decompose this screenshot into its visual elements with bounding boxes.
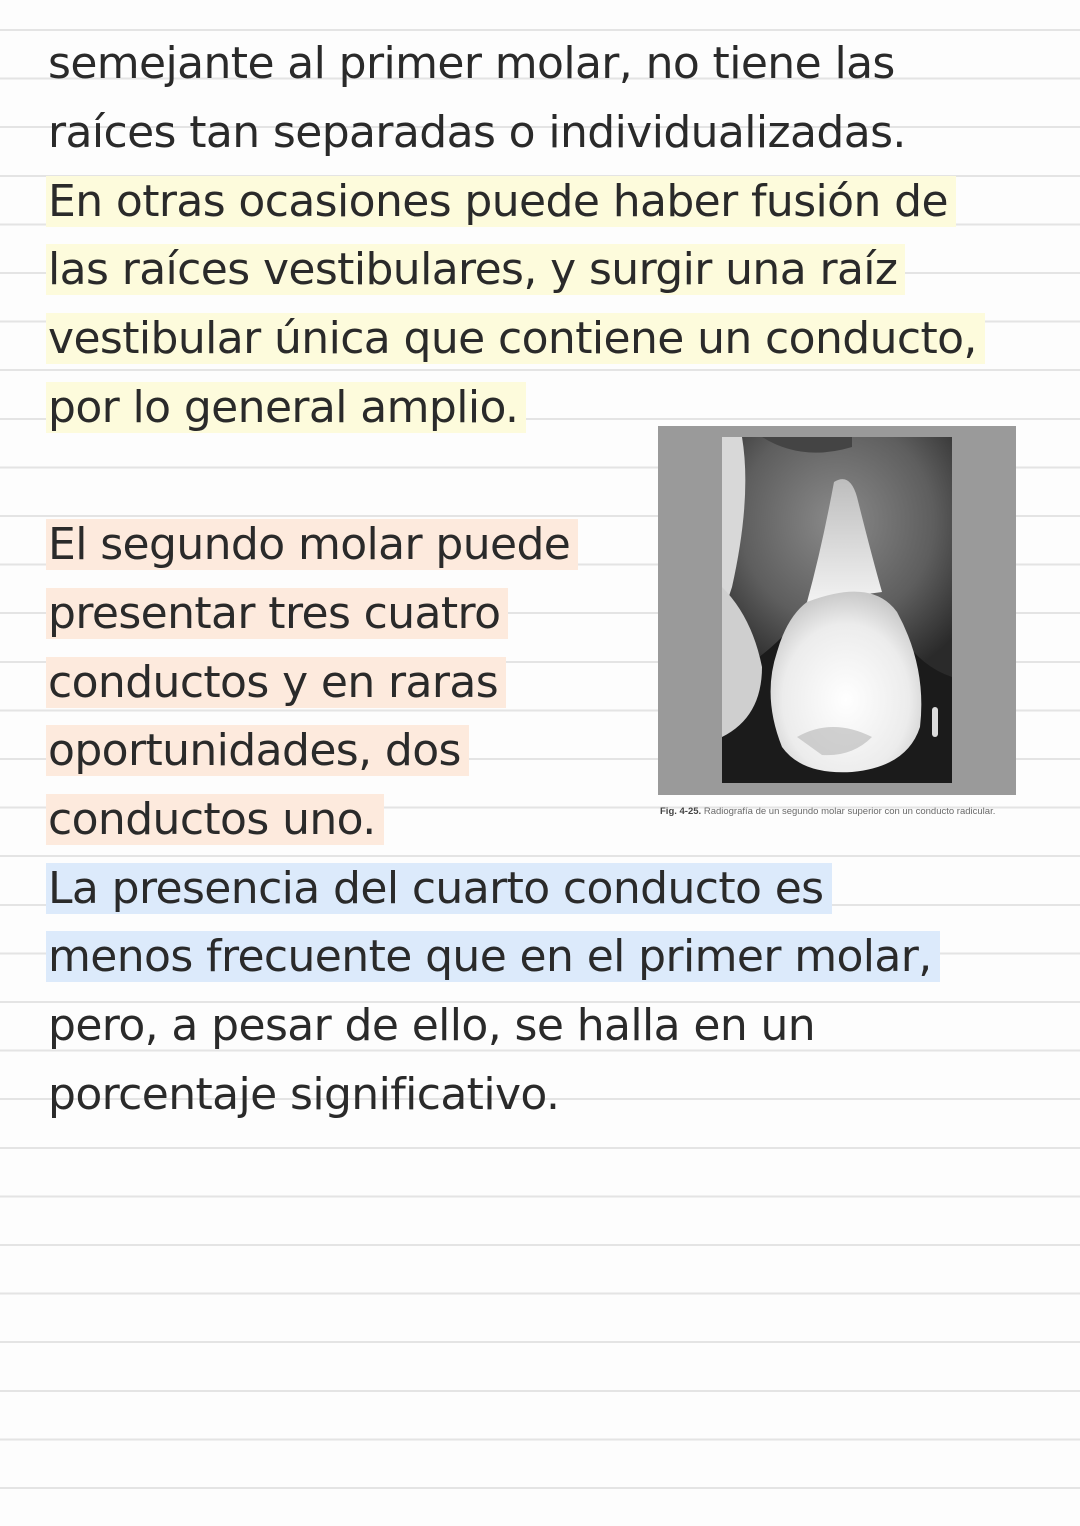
figure-caption-text: Radiografía de un segundo molar superior con un conducto radicular.	[703, 806, 996, 817]
yellow-highlight-text: En otras ocasiones puede haber fusión de	[46, 176, 956, 227]
yellow-highlight-text: las raíces vestibulares, y surgir una raíz	[46, 244, 905, 295]
peach-highlight-text: oportunidades, dos	[46, 725, 469, 776]
highlighted-line	[48, 513, 578, 577]
blue-highlight-text: menos frecuente que en el primer molar,	[46, 931, 940, 982]
highlighted-line	[48, 788, 384, 852]
peach-highlight-text: El segundo molar puede	[46, 519, 578, 570]
line-text: pero, a pesar de ello, se halla en un	[48, 1000, 816, 1051]
yellow-highlight-text: por lo general amplio.	[46, 382, 526, 433]
highlighted-line	[48, 857, 832, 921]
text-line	[48, 994, 815, 1058]
blue-highlight-text: La presencia del cuarto conducto es	[46, 863, 832, 914]
highlighted-line	[48, 719, 469, 783]
highlighted-line	[48, 376, 526, 440]
highlighted-line	[48, 651, 506, 715]
highlighted-line	[48, 170, 956, 234]
highlighted-line	[48, 238, 905, 302]
peach-highlight-text: conductos y en raras	[46, 657, 506, 708]
text-line	[48, 32, 895, 96]
text-line	[48, 101, 906, 165]
figure-label: Fig. 4-25.	[660, 806, 702, 817]
radiograph-figure	[658, 426, 1016, 795]
peach-highlight-text: presentar tres cuatro	[46, 588, 508, 639]
figure-caption	[660, 806, 1020, 817]
line-text: semejante al primer molar, no tiene las	[48, 38, 895, 89]
highlighted-line	[48, 925, 940, 989]
line-text: raíces tan separadas o individualizadas.	[48, 107, 906, 158]
highlighted-line	[48, 582, 508, 646]
text-line	[48, 1063, 559, 1127]
line-text: porcentaje significativo.	[48, 1069, 560, 1120]
tooth-xray-icon	[722, 437, 952, 783]
molar-radiograph-image	[722, 437, 952, 783]
yellow-highlight-text: vestibular única que contiene un conducto,	[46, 313, 985, 364]
peach-highlight-text: conductos uno.	[46, 794, 384, 845]
highlighted-line	[48, 307, 985, 371]
